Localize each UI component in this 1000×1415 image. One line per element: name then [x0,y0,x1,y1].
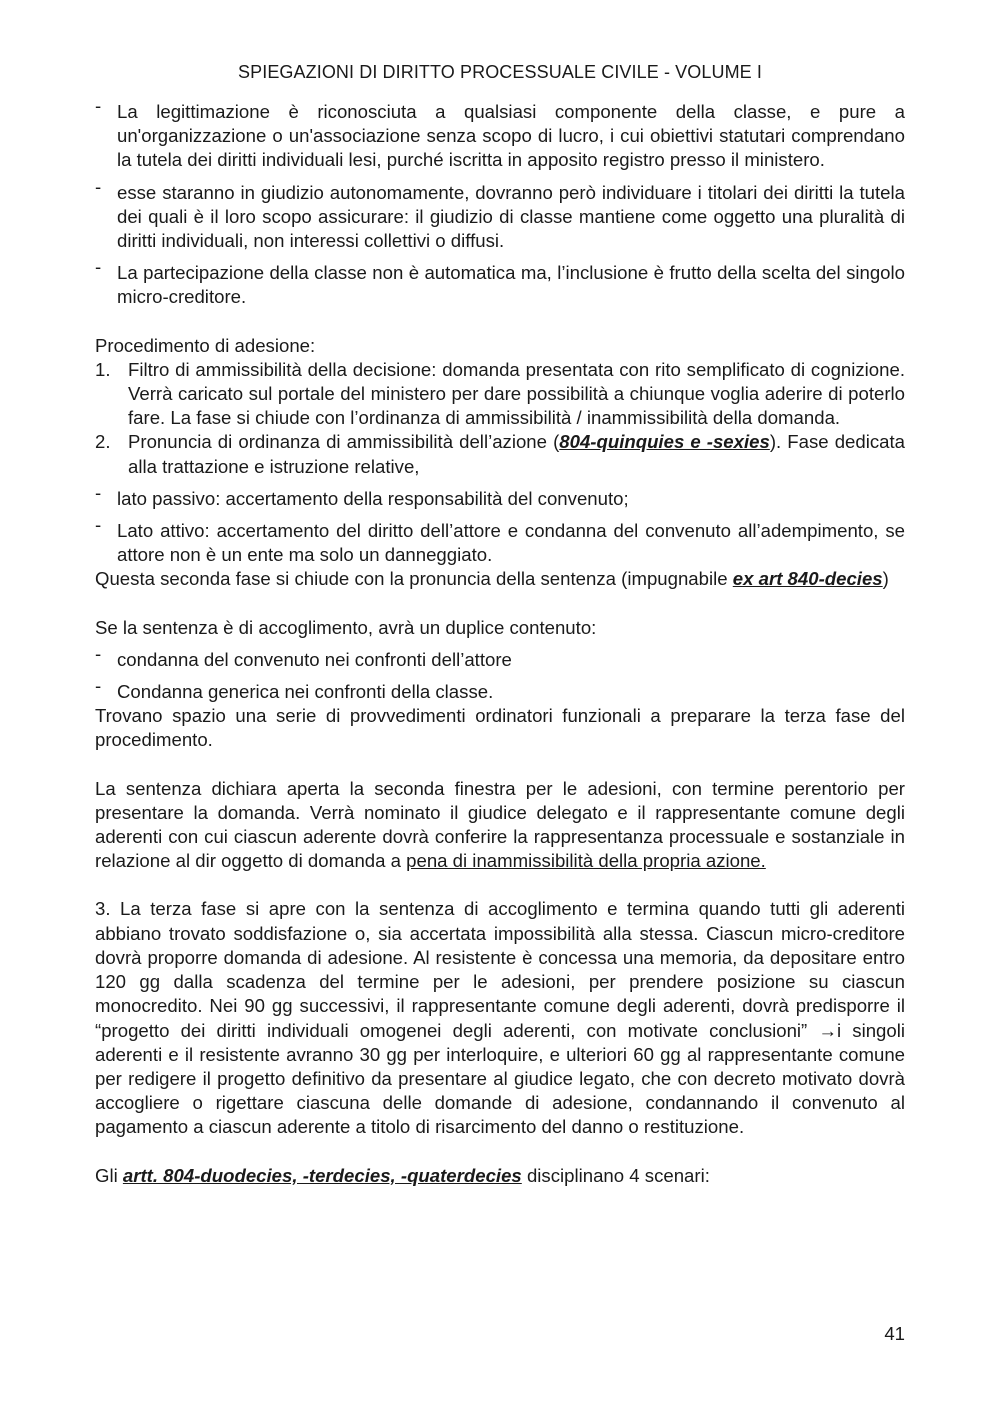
paragraph-terza-fase [95,897,905,1139]
dash-marker: - [95,642,102,664]
dash-marker: - [95,675,102,697]
spacer [95,753,905,777]
dash-marker: - [95,514,102,536]
dash-marker: - [95,95,102,116]
underlined-text: pena di inammissibilità della propria azione. [406,850,766,872]
paragraph-sentenza-intro: Se la sentenza è di accoglimento, avrà un duplice contenuto: [95,616,597,638]
dash-marker: - [95,175,102,197]
item-text: Filtro di ammissibilità della decisione: domanda presentata con rito semplificato di cognizione. Verrà caricato sul portale del ministero per dare possibilità a chiunque voglia aderire di poterlo fare. La fase si chiude con l’ordinanza di ammissibilità / inammissibilità della domanda. [128,358,905,429]
item-text: ). Fase dedicata alla trattazione e istruzione relative, [128,431,905,477]
article-reference: artt. 804-duodecies, -terdecies, -quaterdecies [122,1164,522,1186]
list-item-text: esse staranno in giudizio autonomamente, dovranno però individuare i titolari dei diritti la tutela dei quali è il loro scopo assicurare: il giudizio di classe mantiene come oggetto una pluralità di diritti individuali, non interessi collettivi o diffusi. [117,181,905,252]
paragraph-text: disciplinano 4 scenari: [521,1164,710,1186]
spacer [95,873,905,897]
article-reference: 804-quinquies e -sexies [559,431,770,453]
paragraph-text: i singoli aderenti e il resistente avranno 30 gg per interloquire, e ulteriori 60 gg al rappresentante comune per redigere il progetto definitivo da presentare al giudice legato, che con decreto motivato dovrà accogliere o rigettare ciascuna delle domande di adesione, condannando il convenuto al pagamento a ciascun aderente a titolo di risarcimento del danno o restituzione. [95,1019,905,1138]
list-item [95,256,905,309]
paragraph-text: Questa seconda fase si chiude con la pronuncia della sentenza (impugnabile [95,568,733,590]
list-item [95,642,905,672]
list-item-text: Condanna generica nei confronti della classe. [117,681,494,703]
paragraph-text: ) [882,568,889,590]
item-text: Pronuncia di ordinanza di ammissibilità dell’azione ( [128,431,560,453]
arrow-right-icon: → [818,1019,837,1041]
numbered-item-2 [95,430,905,478]
paragraph-provvedimenti: Trovano spazio una serie di provvedimenti ordinatori funzionali a preparare la terza fase del procedimento. [95,705,905,751]
paragraph-text: 3. La terza fase si apre con la sentenza di accoglimento e termina quando tutti gli aderenti abbiano trovato soddisfazione o, sia accertata impossibilità alla stessa. Ciascun micro-creditore dovrà proporre domanda di adesione. Al resistente è concessa una memoria, da depositare entro 120 gg dalla scadenza del termine per le adesioni, per prendere posizione su ciascun monocredito. Nei 90 gg successivi, il rappresentante comune degli aderenti, dovrà predisporre il “progetto dei diritti individuali omogenei degli aderenti, con motivate conclusioni” [95,898,905,1041]
page-content [95,95,905,1188]
spacer [95,318,905,334]
list-item-text: Lato attivo: accertamento del diritto dell’attore e condanna del convenuto all’adempimento, se attore non è un ente ma solo un danneggiato. [117,520,905,566]
item-number: 1. [95,358,111,380]
item-number: 2. [95,431,111,453]
page-number: 41 [884,1323,905,1344]
paragraph-seconda-fase [95,567,905,591]
list-item [95,481,905,511]
dash-marker: - [95,256,102,278]
list-item-text: condanna del convenuto nei confronti dell’attore [117,648,512,670]
article-reference: ex art 840-decies [732,568,883,590]
paragraph-text: Gli [95,1164,123,1186]
spacer [95,1140,905,1164]
paragraph-finestra [95,777,905,874]
numbered-item-1 [95,358,905,431]
list-item [95,175,905,254]
list-item [95,514,905,567]
paragraph-scenari [95,1164,905,1188]
bullet-list-legittimazione [95,95,905,310]
section-heading-procedimento: Procedimento di adesione: [95,334,316,356]
spacer [95,592,905,616]
list-item-text: La partecipazione della classe non è automatica ma, l’inclusione è frutto della scelta del singolo micro-creditore. [117,262,905,308]
paragraph-text: La sentenza dichiara aperta la seconda finestra per le adesioni, con termine perentorio per presentare la domanda. Verrà nominato il giudice delegato e il rappresentante comune degli aderenti con cui ciascun aderente dovrà conferire la rappresentanza processuale e sostanziale in relazione al dir oggetto di domanda a [95,777,905,872]
list-item [95,675,905,704]
dash-marker: - [95,481,102,503]
running-header: SPIEGAZIONI DI DIRITTO PROCESSUALE CIVILE - VOLUME I [238,62,762,82]
list-item-text: La legittimazione è riconosciuta a qualsiasi componente della classe, e pure a un'organizzazione o un'associazione senza scopo di lucro, i cui obiettivi statutari comprendano la tutela dei diritti individuali lesi, purché iscritta in apposito registro presso il ministero. [117,101,905,171]
list-item [95,95,905,173]
list-item-text: lato passivo: accertamento della responsabilità del convenuto; [117,487,629,509]
